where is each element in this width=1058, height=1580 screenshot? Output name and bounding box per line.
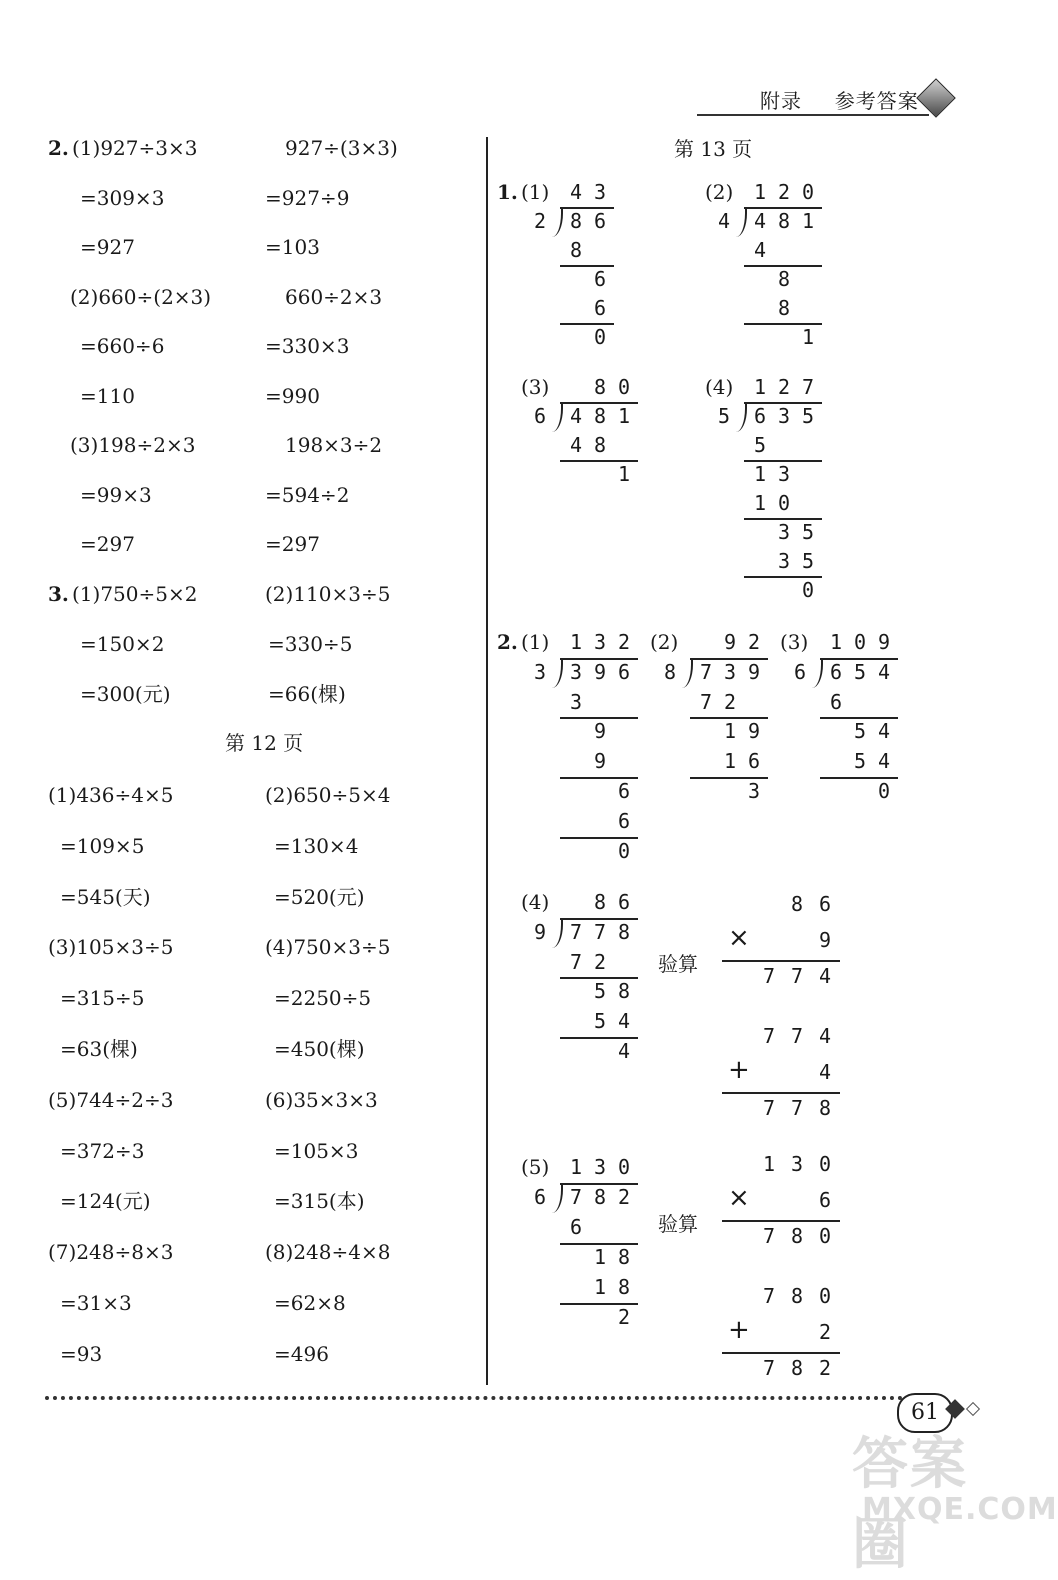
digit: 8 <box>790 892 804 916</box>
divisor: 4 <box>717 209 731 233</box>
equation-line: =31×3 <box>60 1291 132 1315</box>
digit: 8 <box>593 890 607 914</box>
digit: 9 <box>818 928 832 952</box>
digit: 4 <box>818 1024 832 1048</box>
equation-line: (3)198÷2×3 <box>70 433 196 457</box>
underline <box>690 658 768 660</box>
equation-line: =372÷3 <box>60 1138 145 1163</box>
digit: 6 <box>617 808 631 833</box>
digit: 6 <box>617 890 631 914</box>
equation-line: (6)35×3×3 <box>265 1087 378 1112</box>
digit: 5 <box>801 404 815 428</box>
divisor: 8 <box>663 659 677 684</box>
equation-line: =2250÷5 <box>274 986 372 1011</box>
header-title <box>760 85 919 114</box>
digit: 8 <box>818 1096 832 1120</box>
equation-line: =309×3 <box>80 185 165 210</box>
digit: 8 <box>790 1284 804 1308</box>
equation-line: =330÷5 <box>268 632 353 656</box>
equation-line: =109×5 <box>60 833 145 858</box>
digit: 7 <box>593 919 607 944</box>
equation-line: =63(棵) <box>60 1037 138 1061</box>
digit: 2 <box>777 180 791 204</box>
digit: 4 <box>617 1039 631 1063</box>
digit: 6 <box>593 209 607 233</box>
underline <box>722 960 840 962</box>
digit: 4 <box>877 719 891 744</box>
digit: 4 <box>617 1009 631 1034</box>
multiply-sign: × <box>728 923 750 953</box>
equation-line: 660÷2×3 <box>285 284 383 309</box>
equation-line: =105×3 <box>274 1138 359 1163</box>
digit: 1 <box>753 375 767 399</box>
equation-line: 927÷(3×3) <box>285 136 398 160</box>
plus-sign: + <box>728 1055 750 1085</box>
equation-line: (5)744÷2÷3 <box>48 1087 174 1112</box>
divisor: 6 <box>533 404 547 428</box>
equation-line: =927÷9 <box>265 185 350 210</box>
division-bracket <box>552 918 563 948</box>
digit: 0 <box>617 375 631 399</box>
digit: 8 <box>790 1356 804 1380</box>
equation-line: (4)750×3÷5 <box>265 935 391 960</box>
equation-line: =66(棵) <box>268 682 346 706</box>
digit: 3 <box>790 1152 804 1176</box>
equation-line: =297 <box>80 532 135 556</box>
digit: 0 <box>801 578 815 602</box>
question-number: 3. <box>48 582 69 606</box>
digit: 7 <box>762 1224 776 1248</box>
digit: 1 <box>569 1155 583 1179</box>
digit: 4 <box>569 180 583 204</box>
digit: 0 <box>853 630 867 654</box>
digit: 2 <box>747 630 761 654</box>
underline <box>722 1092 840 1094</box>
equation-line: =660÷6 <box>80 334 165 358</box>
equation-line: =496 <box>274 1341 329 1366</box>
equation-line: =103 <box>265 235 320 259</box>
digit: 3 <box>569 689 583 714</box>
equation-line: (8)248÷4×8 <box>265 1240 391 1265</box>
digit: 2 <box>617 1185 631 1209</box>
digit: 8 <box>777 209 791 233</box>
equation-line: =315(本) <box>274 1189 365 1214</box>
digit: 0 <box>818 1224 832 1248</box>
digit: 2 <box>723 689 737 714</box>
digit: 6 <box>593 296 607 320</box>
equation-line: =300(元) <box>80 682 171 706</box>
division-bracket <box>682 658 693 688</box>
digit: 5 <box>593 979 607 1004</box>
underline <box>820 658 898 660</box>
equation-line: =124(元) <box>60 1189 151 1214</box>
digit: 4 <box>569 433 583 457</box>
header-section: 附录 <box>760 89 802 113</box>
watermark-logo: 答案圈 <box>852 1432 968 1577</box>
digit: 0 <box>801 180 815 204</box>
check-label: 验算 <box>658 952 698 976</box>
underline <box>560 658 638 660</box>
digit: 0 <box>818 1284 832 1308</box>
digit: 9 <box>747 719 761 744</box>
digit: 3 <box>593 1155 607 1179</box>
equation-line: (2)660÷(2×3) <box>70 284 212 309</box>
digit: 7 <box>699 689 713 714</box>
equation-line: (2)650÷5×4 <box>265 783 391 807</box>
digit: 6 <box>617 659 631 684</box>
digit: 1 <box>762 1152 776 1176</box>
digit: 5 <box>593 1009 607 1034</box>
equation-line: =594÷2 <box>265 482 350 507</box>
digit: 6 <box>829 659 843 684</box>
digit: 7 <box>569 919 583 944</box>
digit: 1 <box>593 1245 607 1269</box>
digit: 2 <box>593 949 607 974</box>
digit: 3 <box>593 630 607 654</box>
subquestion-label: (5) <box>521 1155 550 1179</box>
digit: 8 <box>593 375 607 399</box>
multiply-sign: × <box>728 1183 750 1213</box>
divisor: 6 <box>793 659 807 684</box>
digit: 5 <box>801 549 815 573</box>
plus-sign: + <box>728 1315 750 1345</box>
equation-line: 198×3÷2 <box>285 433 383 457</box>
digit: 8 <box>569 238 583 262</box>
digit: 7 <box>569 949 583 974</box>
underline <box>560 918 638 920</box>
digit: 1 <box>723 749 737 774</box>
digit: 4 <box>569 404 583 428</box>
digit: 4 <box>753 209 767 233</box>
equation-line: (1)927÷3×3 <box>72 136 198 160</box>
equation-line: (2)110×3÷5 <box>265 582 391 606</box>
equation-line: =927 <box>80 235 135 259</box>
division-bracket <box>552 1183 563 1213</box>
digit: 7 <box>801 375 815 399</box>
digit: 4 <box>877 749 891 774</box>
question-number: 2. <box>497 630 518 654</box>
page-12-title: 第 12 页 <box>225 731 304 755</box>
digit: 7 <box>790 964 804 988</box>
digit: 8 <box>777 267 791 291</box>
equation-line: (1)436÷4×5 <box>48 783 174 807</box>
digit: 1 <box>801 209 815 233</box>
digit: 9 <box>723 630 737 654</box>
digit: 9 <box>593 659 607 684</box>
digit: 6 <box>818 892 832 916</box>
check-label: 验算 <box>658 1212 698 1236</box>
digit: 8 <box>569 209 583 233</box>
equation-line: =62×8 <box>274 1291 346 1315</box>
digit: 9 <box>593 719 607 744</box>
digit: 1 <box>829 630 843 654</box>
digit: 3 <box>777 404 791 428</box>
divisor: 5 <box>717 404 731 428</box>
digit: 2 <box>818 1320 832 1344</box>
digit: 3 <box>723 659 737 684</box>
digit: 1 <box>593 1275 607 1299</box>
divisor: 6 <box>533 1185 547 1209</box>
digit: 2 <box>617 1305 631 1329</box>
digit: 1 <box>753 180 767 204</box>
digit: 0 <box>777 491 791 515</box>
equation-line: =130×4 <box>274 833 359 858</box>
digit: 7 <box>762 1024 776 1048</box>
digit: 0 <box>818 1152 832 1176</box>
header-answers: 参考答案 <box>834 89 919 113</box>
subquestion-label: (3) <box>521 375 550 399</box>
digit: 8 <box>617 979 631 1004</box>
digit: 7 <box>569 1185 583 1209</box>
digit: 8 <box>593 433 607 457</box>
subquestion-label: (4) <box>705 375 734 399</box>
equation-line: =315÷5 <box>60 986 145 1011</box>
watermark-site: MXQE.COM <box>862 1492 1058 1527</box>
digit: 9 <box>747 659 761 684</box>
leaf-outline-icon <box>966 1402 980 1416</box>
subquestion-label: (2) <box>705 180 734 204</box>
digit: 4 <box>753 238 767 262</box>
digit: 6 <box>747 749 761 774</box>
digit: 6 <box>593 267 607 291</box>
digit: 7 <box>762 964 776 988</box>
division-bracket <box>812 658 823 688</box>
digit: 6 <box>829 689 843 714</box>
division-bracket <box>736 207 747 237</box>
divisor: 2 <box>533 209 547 233</box>
division-bracket <box>552 402 563 432</box>
digit: 5 <box>801 520 815 544</box>
subquestion-label: (1) <box>521 630 550 654</box>
digit: 8 <box>617 1245 631 1269</box>
equation-line: =520(元) <box>274 884 365 909</box>
page-number: 61 <box>897 1393 953 1433</box>
equation-line: (7)248÷8×3 <box>48 1240 174 1265</box>
equation-line: =330×3 <box>265 334 350 358</box>
digit: 5 <box>853 659 867 684</box>
digit: 7 <box>762 1356 776 1380</box>
digit: 1 <box>617 462 631 486</box>
digit: 6 <box>753 404 767 428</box>
question-number: 2. <box>48 136 69 160</box>
digit: 7 <box>699 659 713 684</box>
digit: 1 <box>617 404 631 428</box>
digit: 7 <box>790 1096 804 1120</box>
digit: 1 <box>569 630 583 654</box>
digit: 2 <box>818 1356 832 1380</box>
digit: 8 <box>617 1275 631 1299</box>
underline <box>722 1220 840 1222</box>
underline <box>560 207 614 209</box>
digit: 1 <box>801 325 815 349</box>
digit: 0 <box>617 838 631 863</box>
digit: 2 <box>617 630 631 654</box>
diamond-icon <box>916 78 956 118</box>
digit: 8 <box>617 919 631 944</box>
underline <box>744 402 822 404</box>
digit: 8 <box>777 296 791 320</box>
digit: 1 <box>723 719 737 744</box>
equation-line: =450(棵) <box>274 1037 365 1061</box>
equation-line: =990 <box>265 383 320 408</box>
equation-line: (3)105×3÷5 <box>48 935 174 960</box>
digit: 4 <box>818 964 832 988</box>
digit: 0 <box>593 325 607 349</box>
digit: 5 <box>853 749 867 774</box>
divisor: 3 <box>533 659 547 684</box>
digit: 6 <box>818 1188 832 1212</box>
division-bracket <box>552 658 563 688</box>
digit: 7 <box>762 1284 776 1308</box>
digit: 3 <box>569 659 583 684</box>
question-number: 1. <box>497 180 518 204</box>
digit: 4 <box>818 1060 832 1084</box>
subquestion-label: (2) <box>650 630 679 654</box>
digit: 9 <box>593 749 607 774</box>
digit: 7 <box>790 1024 804 1048</box>
underline <box>560 1183 638 1185</box>
digit: 0 <box>877 779 891 803</box>
digit: 6 <box>617 779 631 803</box>
footer-dotted-line <box>45 1396 903 1400</box>
digit: 8 <box>593 1185 607 1209</box>
divisor: 9 <box>533 919 547 944</box>
subquestion-label: (1) <box>521 180 550 204</box>
digit: 1 <box>753 462 767 486</box>
digit: 9 <box>877 630 891 654</box>
digit: 3 <box>777 462 791 486</box>
equation-line: =297 <box>265 532 320 556</box>
column-divider <box>486 137 488 1385</box>
equation-line: =150×2 <box>80 632 165 656</box>
header-underline <box>697 114 929 116</box>
underline <box>744 207 822 209</box>
digit: 8 <box>790 1224 804 1248</box>
digit: 0 <box>617 1155 631 1179</box>
underline <box>722 1352 840 1354</box>
equation-line: =93 <box>60 1341 103 1366</box>
digit: 2 <box>777 375 791 399</box>
underline <box>560 402 638 404</box>
digit: 3 <box>593 180 607 204</box>
digit: 6 <box>569 1215 583 1239</box>
digit: 8 <box>593 404 607 428</box>
digit: 1 <box>753 491 767 515</box>
digit: 5 <box>853 719 867 744</box>
digit: 4 <box>877 659 891 684</box>
equation-line: =99×3 <box>80 482 152 507</box>
digit: 3 <box>777 520 791 544</box>
digit: 3 <box>747 779 761 803</box>
division-bracket <box>552 207 563 237</box>
equation-line: =110 <box>80 383 135 408</box>
subquestion-label: (3) <box>780 630 809 654</box>
page-13-title: 第 13 页 <box>674 137 753 161</box>
equation-line: =545(天) <box>60 884 151 909</box>
digit: 3 <box>777 549 791 573</box>
digit: 5 <box>753 433 767 457</box>
digit: 7 <box>762 1096 776 1120</box>
equation-line: (1)750÷5×2 <box>72 582 198 606</box>
subquestion-label: (4) <box>521 890 550 914</box>
division-bracket <box>736 402 747 432</box>
